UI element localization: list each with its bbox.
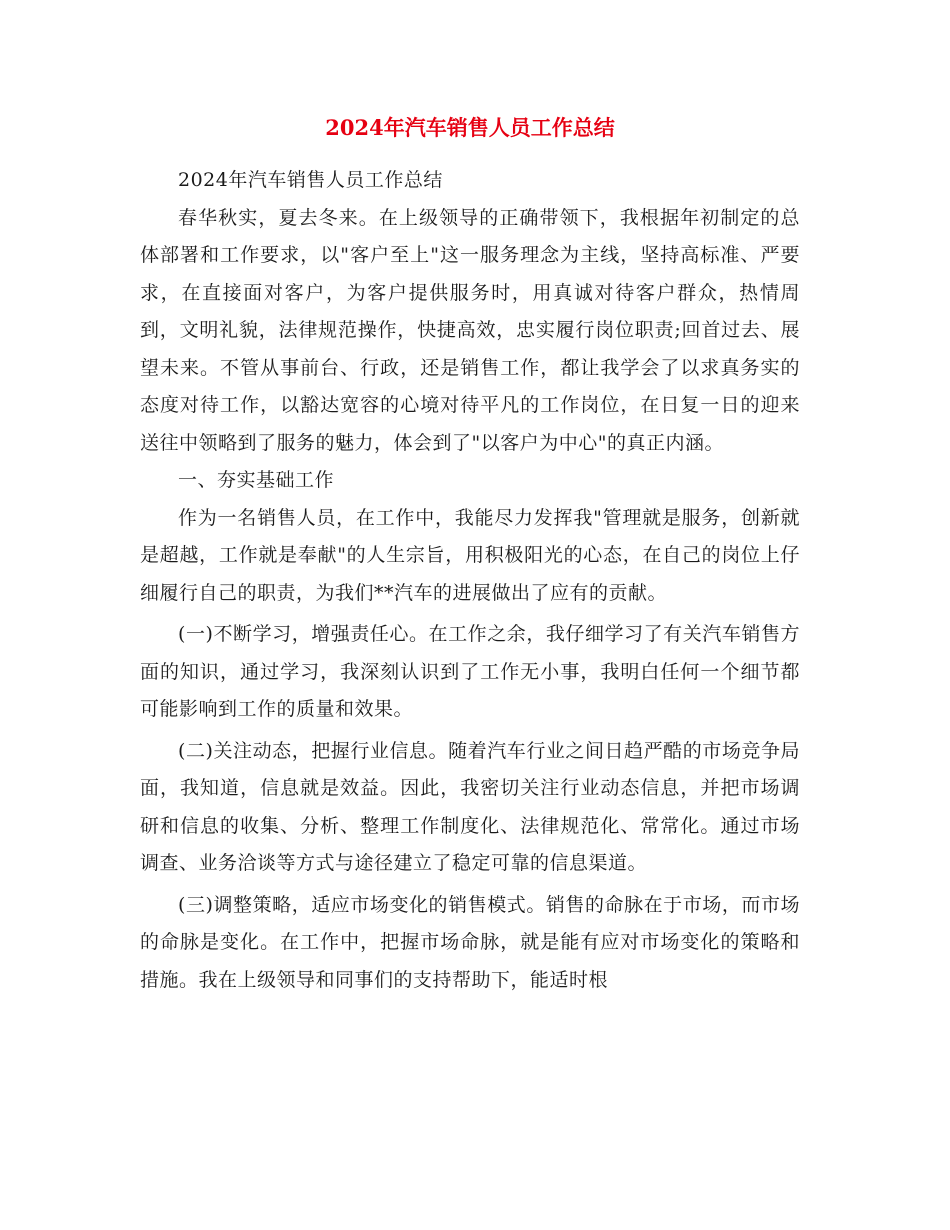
section-heading-1: 一、夯实基础工作 (178, 469, 335, 491)
paragraph-item-3: (三)调整策略，适应市场变化的销售模式。销售的命脉在于市场，而市场的命脉是变化。在工作中，把握市场命脉，就是能有应对市场变化的策略和措施。我在上级领导和同事们的支持帮助下，能适时根 (140, 893, 800, 991)
document-title: 2024年汽车销售人员工作总结 (325, 115, 615, 140)
paragraph-section-1: 作为一名销售人员，在工作中，我能尽力发挥我"管理就是服务，创新就是超越，工作就是奉献"的人生宗旨，用积极阳光的心态，在自己的岗位上仔细履行自己的职责，为我们**汽车的进展做出了应有的贡献。 (140, 506, 800, 604)
paragraph-subtitle: 2024年汽车销售人员工作总结 (178, 169, 443, 191)
paragraph-item-1: (一)不断学习，增强责任心。在工作之余，我仔细学习了有关汽车销售方面的知识，通过学习，我深刻认识到了工作无小事，我明白任何一个细节都可能影响到工作的质量和效果。 (140, 623, 800, 720)
paragraph-item-2: (二)关注动态，把握行业信息。随着汽车行业之间日趋严酷的市场竞争局面，我知道，信息就是效益。因此，我密切关注行业动态信息，并把市场调研和信息的收集、分析、整理工作制度化、法律规范化、常常化。通过市场调查、业务洽谈等方式与途径建立了稳定可靠的信息渠道。 (140, 739, 800, 874)
document-page (140, 110, 800, 999)
paragraph-intro: 春华秋实，夏去冬来。在上级领导的正确带领下，我根据年初制定的总体部署和工作要求，以"客户至上"这一服务理念为主线，坚持高标准、严要求，在直接面对客户，为客户提供服务时，用真诚对待客户群众，热情周到，文明礼貌，法律规范操作，快捷高效，忠实履行岗位职责;回首过去、展望未来。不管从事前台、行政，还是销售工作，都让我学会了以求真务实的态度对待工作，以豁达宽容的心境对待平凡的工作岗位，在日复一日的迎来送往中领略到了服务的魅力，体会到了"以客户为中心"的真正内涵。 (140, 206, 800, 454)
